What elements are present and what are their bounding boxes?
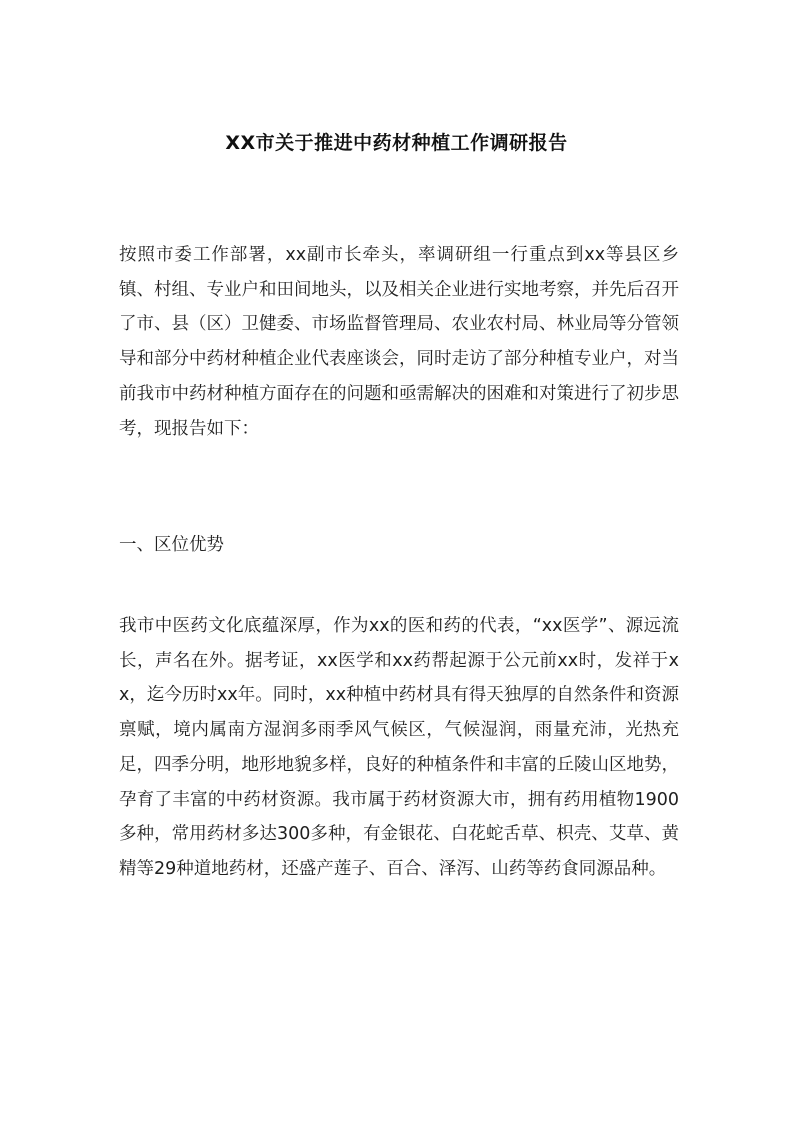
section-heading: 一、区位优势 bbox=[119, 535, 224, 555]
document-title: XX市关于推进中药材种植工作调研报告 bbox=[225, 132, 568, 154]
intro-paragraph: 按照市委工作部署，xx副市长牵头，率调研组一行重点到xx等县区乡镇、村组、专业户和田间地头，以及相关企业进行实地考察，并先后召开了市、县（区）卫健委、市场监督管理局、农业农村局、林业局等分管领导和部分中药材种植企业代表座谈会，同时走访了部分种植专业户，对当前我市中药材种植方面存在的问题和亟需解决的困难和对策进行了初步思考，现报告如下： bbox=[119, 245, 679, 439]
body-paragraph: 我市中医药文化底蕴深厚，作为xx的医和药的代表，“xx医学”、源远流长，声名在外。据考证，xx医学和xx药帮起源于公元前xx时，发祥于xx，迄今历时xx年。同时，xx种植中药材具有得天独厚的自然条件和资源禀赋，境内属南方湿润多雨季风气候区，气候湿润，雨量充沛，光热充足，四季分明，地形地貌多样，良好的种植条件和丰富的丘陵山区地势，孕育了丰富的中药材资源。我市属于药材资源大市，拥有药用植物1900多种，常用药材多达300多种，有金银花、白花蛇舌草、枳壳、艾草、黄精等29种道地药材，还盛产莲子、百合、泽泻、山药等药食同源品种。 bbox=[119, 616, 679, 879]
